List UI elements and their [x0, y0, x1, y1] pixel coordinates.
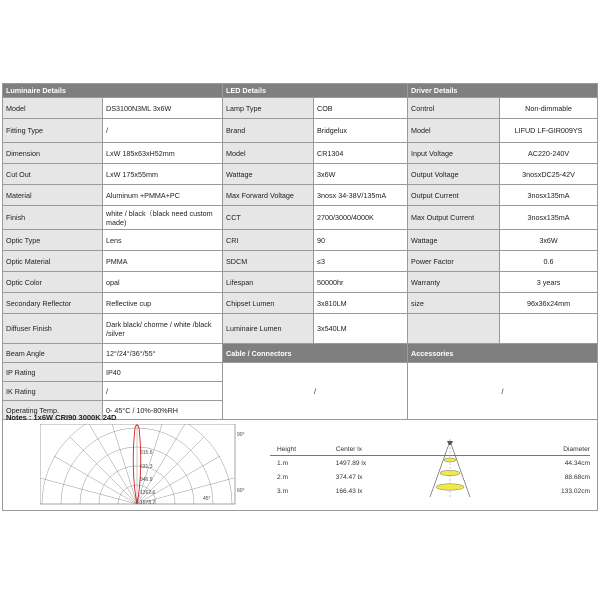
angle-label: 90° — [237, 432, 245, 438]
value-luminaire-lumen: 3x540LM — [314, 314, 408, 344]
label-beam-angle: Beam Angle — [3, 344, 103, 363]
beam-spot — [444, 458, 456, 462]
value-cut-out: LxW 175x55mm — [103, 164, 223, 185]
label-max-output-current: Max Output Current — [408, 206, 500, 230]
label-lifespan: Lifespan — [223, 272, 314, 293]
value-secondary-reflector: Reflective cup — [103, 293, 223, 314]
label-ip-rating: IP Rating — [3, 363, 103, 382]
notes-title: Notes : 1x6W CRI90 3000K 24D — [6, 413, 117, 422]
height-value: 3.m — [277, 487, 288, 495]
label-lamp-type: Lamp Type — [223, 98, 314, 119]
value-max-output-current: 3nosx135mA — [500, 206, 598, 230]
label-input-voltage: Input Voltage — [408, 143, 500, 164]
table-row — [3, 185, 598, 206]
diameter-value: 88.68cm — [564, 473, 590, 481]
value-ik-rating: / — [103, 382, 223, 401]
beam-spot — [436, 484, 464, 490]
table-row — [3, 206, 598, 230]
polar-intensity-diagram — [40, 424, 255, 506]
angle-label: 60° — [237, 488, 245, 494]
value-finish: white / black（black need custom made) — [103, 206, 223, 230]
value-power-factor: 0.6 — [500, 251, 598, 272]
value-optic-material: PMMA — [103, 251, 223, 272]
label-optic-material: Optic Material — [3, 251, 103, 272]
label-cri: CRI — [223, 230, 314, 251]
lux-value: 1497.89 lx — [335, 459, 367, 467]
empty-cell — [500, 314, 598, 344]
header-luminaire: Luminaire Details — [3, 84, 223, 98]
header-cable: Cable / Connectors — [223, 344, 408, 363]
ring-label: 315.6 — [140, 450, 153, 456]
empty-cell — [408, 314, 500, 344]
header-accessories: Accessories — [408, 344, 598, 363]
value-led-wattage: 3x6W — [314, 164, 408, 185]
height-header: Height — [277, 446, 297, 453]
label-operating-temp: Operating Temp. — [3, 401, 103, 420]
diameter-header: Diameter — [563, 446, 590, 453]
value-fitting-type: / — [103, 119, 223, 143]
cable-value: / — [223, 363, 408, 420]
label-output-current: Output Current — [408, 185, 500, 206]
value-output-voltage: 3nosxDC25-42V — [500, 164, 598, 185]
label-secondary-reflector: Secondary Reflector — [3, 293, 103, 314]
label-driver-wattage: Wattage — [408, 230, 500, 251]
label-size: size — [408, 293, 500, 314]
value-optic-color: opal — [103, 272, 223, 293]
value-warranty: 3 years — [500, 272, 598, 293]
table-row — [3, 344, 598, 363]
value-input-voltage: AC220-240V — [500, 143, 598, 164]
value-dimension: LxW 185x63xH52mm — [103, 143, 223, 164]
value-size: 96x36x24mm — [500, 293, 598, 314]
beam-cone-diagram — [420, 437, 480, 501]
header-driver: Driver Details — [408, 84, 598, 98]
table-row — [3, 251, 598, 272]
value-diffuser-finish: Dark black/ chorme / white /black /silver — [103, 314, 223, 344]
ring-label: 946.9 — [140, 477, 153, 483]
lux-value: 166.43 lx — [335, 487, 363, 495]
value-cct: 2700/3000/4000K — [314, 206, 408, 230]
value-driver-model: LIFUD LF-GIR009YS — [500, 119, 598, 143]
table-row — [3, 272, 598, 293]
value-ip-rating: IP40 — [103, 363, 223, 382]
table-row — [3, 98, 598, 119]
table-row — [3, 119, 598, 143]
value-cri: 90 — [314, 230, 408, 251]
lux-value: 374.47 lx — [335, 473, 363, 481]
ring-label: 631.3 — [140, 464, 153, 470]
label-warranty: Warranty — [408, 272, 500, 293]
angle-label: 45° — [203, 496, 211, 502]
value-control: Non-dimmable — [500, 98, 598, 119]
label-fitting-type: Fitting Type — [3, 119, 103, 143]
ring-label: 1262.6 — [140, 490, 156, 496]
value-brand: Bridgelux — [314, 119, 408, 143]
label-optic-color: Optic Color — [3, 272, 103, 293]
value-optic-type: Lens — [103, 230, 223, 251]
value-output-current: 3nosx135mA — [500, 185, 598, 206]
beam-spot — [440, 470, 460, 475]
label-max-forward-voltage: Max Forward Voltage — [223, 185, 314, 206]
label-model: Model — [3, 98, 103, 119]
label-led-wattage: Wattage — [223, 164, 314, 185]
center-lux-header: Center lx — [335, 446, 363, 453]
table-row — [3, 363, 598, 382]
table-row — [3, 293, 598, 314]
value-sdcm: ≤3 — [314, 251, 408, 272]
spec-table — [2, 83, 598, 420]
diameter-value: 133.02cm — [561, 487, 590, 495]
value-beam-angle: 12°/24°/36°/55° — [103, 344, 223, 363]
label-chipset-lumen: Chipset Lumen — [223, 293, 314, 314]
label-cct: CCT — [223, 206, 314, 230]
label-output-voltage: Output Voltage — [408, 164, 500, 185]
table-row — [3, 230, 598, 251]
header-led: LED Details — [223, 84, 408, 98]
spec-sheet — [2, 83, 597, 420]
diameter-value: 44.34cm — [564, 459, 590, 467]
label-ik-rating: IK Rating — [3, 382, 103, 401]
accessories-value: / — [408, 363, 598, 420]
value-lifespan: 50000hr — [314, 272, 408, 293]
value-max-forward-voltage: 3nosx 34-38V/135mA — [314, 185, 408, 206]
ring-label: 1578.2 — [140, 500, 156, 506]
height-value: 2.m — [277, 473, 288, 481]
label-led-model: Model — [223, 143, 314, 164]
label-material: Material — [3, 185, 103, 206]
value-lamp-type: COB — [314, 98, 408, 119]
value-led-model: CR1304 — [314, 143, 408, 164]
value-chipset-lumen: 3x810LM — [314, 293, 408, 314]
label-control: Control — [408, 98, 500, 119]
label-dimension: Dimension — [3, 143, 103, 164]
height-value: 1.m — [277, 459, 288, 467]
label-optic-type: Optic Type — [3, 230, 103, 251]
label-driver-model: Model — [408, 119, 500, 143]
value-material: Aluminum +PMMA+PC — [103, 185, 223, 206]
label-diffuser-finish: Diffuser Finish — [3, 314, 103, 344]
value-driver-wattage: 3x6W — [500, 230, 598, 251]
label-luminaire-lumen: Luminaire Lumen — [223, 314, 314, 344]
label-brand: Brand — [223, 119, 314, 143]
value-operating-temp: 0- 45°C / 10%-80%RH — [103, 401, 223, 420]
table-row — [3, 164, 598, 185]
table-row — [3, 314, 598, 344]
label-power-factor: Power Factor — [408, 251, 500, 272]
label-finish: Finish — [3, 206, 103, 230]
table-row — [3, 143, 598, 164]
label-cut-out: Cut Out — [3, 164, 103, 185]
value-model: DS3100N3ML 3x6W — [103, 98, 223, 119]
label-sdcm: SDCM — [223, 251, 314, 272]
